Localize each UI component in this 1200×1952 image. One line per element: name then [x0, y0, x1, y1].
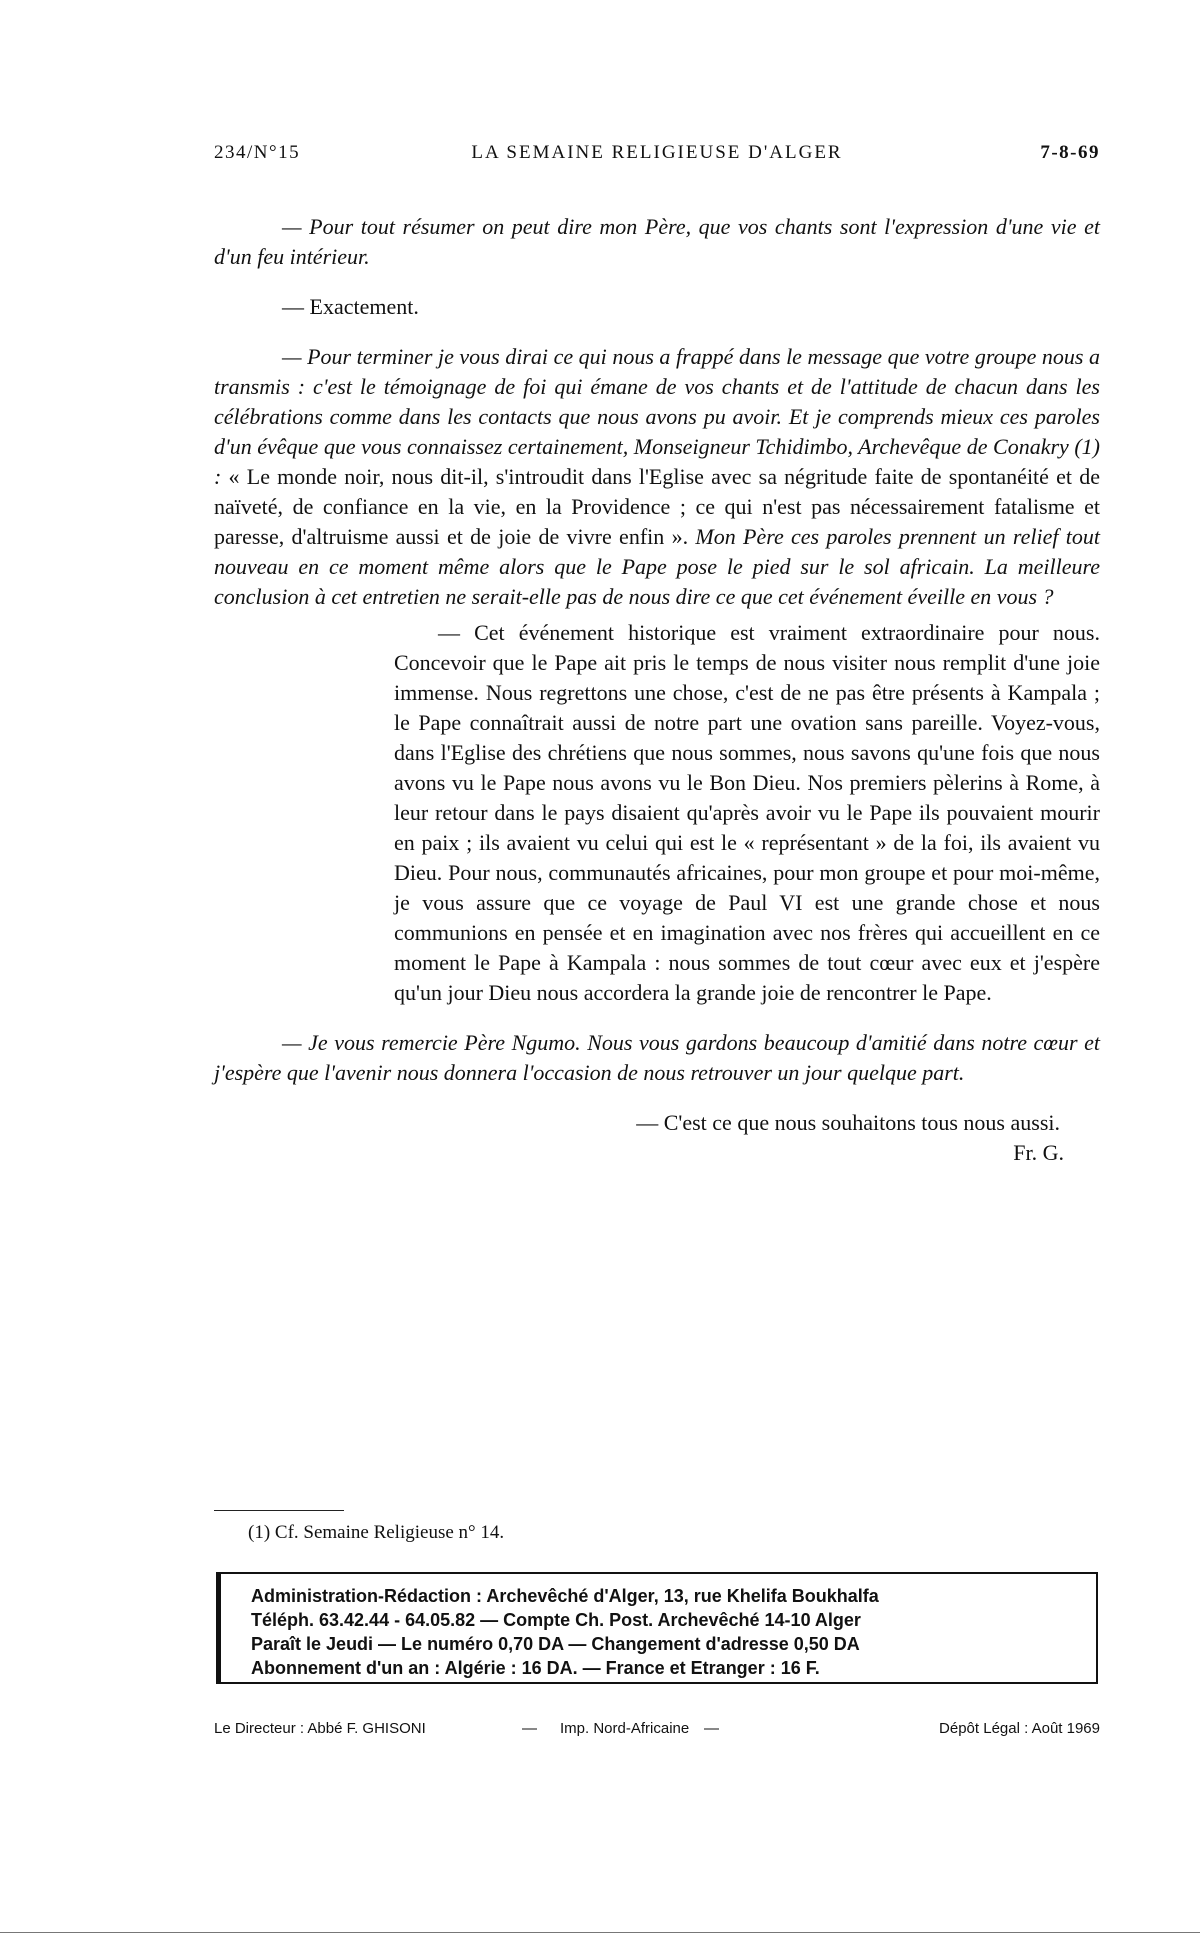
- footnote: (1) Cf. Semaine Religieuse n° 14.: [248, 1522, 505, 1543]
- answer-pope-visit: — Cet événement historique est vraiment extraordinaire pour nous. Concevoir que le Pape ait pris le temps de nous visiter nous remplit d'une joie immense. Nous regrettons une chose, c'est de ne pas être présents à Kampala ; le Pape connaîtrait aussi de notre part une ovation sans pareille. Voyez-vous, dans l'Eglise des chrétiens que nous sommes, nous savons qu'une fois que nous avons vu le Pape nous avons vu le Bon Dieu. Nos premiers pèlerins à Rome, à leur retour dans le pays disaient qu'après avoir vu le Pape ils pouvaient mourir en paix ; ils avaient vu celui qui est le « représentant » de la foi, ils avaient vu Dieu. Pour nous, communautés africaines, pour mon groupe et pour moi-même, je vous assure que ce voyage de Paul VI est une grande chose et nous communions en pensée et en imagination avec nos frères qui accueillent en ce moment le Pape à Kampala : nous sommes de tout cœur avec eux et j'espère qu'un jour Dieu nous accordera la grande joie de rencontrer le Pape.: [394, 620, 1100, 1005]
- separator-dash: —: [704, 1720, 719, 1737]
- article-body: [214, 212, 1100, 1168]
- issue-date: 7-8-69: [1040, 142, 1100, 163]
- separator-dash: —: [522, 1720, 537, 1737]
- closing-thanks: — Je vous remercie Père Ngumo. Nous vous gardons beaucoup d'amitié dans notre cœur et j'espère que l'avenir nous donnera l'occasion de nous retrouver un jour quelque part.: [214, 1030, 1100, 1085]
- colophon-director: Le Directeur : Abbé F. GHISONI: [214, 1720, 426, 1737]
- question-closing-intro: — Pour terminer je vous dirai ce qui nous a frappé dans le message que votre groupe nous a transmis : c'est le témoignage de foi qui émane de vos chants et de l'attitude de chacun dans les célébrations comme dans les contacts que nous avons pu avoir. Et je comprends mieux ces paroles d'un évêque que vous connaissez certainement, Monseigneur Tchidimbo, Archevêque de Conakry (1) :: [214, 344, 1100, 489]
- colophon: [214, 1720, 1100, 1742]
- admin-subscription: Abonnement d'un an : Algérie : 16 DA. — France et Etranger : 16 F.: [251, 1658, 820, 1678]
- question-closing: [214, 342, 1100, 612]
- page-number: 234/N°15: [214, 142, 301, 163]
- running-header: [214, 142, 1100, 170]
- admin-price: Paraît le Jeudi — Le numéro 0,70 DA — Changement d'adresse 0,50 DA: [251, 1634, 860, 1654]
- colophon-printer: Imp. Nord-Africaine: [560, 1720, 690, 1737]
- colophon-legal: Dépôt Légal : Août 1969: [939, 1720, 1100, 1737]
- page-bottom-edge: [0, 1932, 1200, 1933]
- administration-box: [216, 1572, 1098, 1684]
- answer-exactement: — Exactement.: [282, 294, 419, 319]
- bishop-quote: « Le monde noir, nous dit-il, s'introudit dans l'Eglise avec sa négritude faite de spontanéité et de naïveté, de confiance en la vie, en la Providence ; ce qui n'est pas nécessairement fatalisme et paresse, d'altruisme aussi et de joie de vivre enfin ».: [214, 464, 1101, 549]
- question-closing-end: Mon Père ces paroles prennent un relief tout nouveau en ce moment même alors que le Pape pose le pied sur le sol africain. La meilleure conclusion à cet entretien ne serait-elle pas de nous dire ce que cet événement éveille en vous ?: [214, 524, 1101, 609]
- signature: Fr. G.: [1013, 1140, 1064, 1165]
- admin-phone: Téléph. 63.42.44 - 64.05.82 — Compte Ch. Post. Archevêché 14-10 Alger: [251, 1610, 861, 1630]
- publication-title: LA SEMAINE RELIGIEUSE D'ALGER: [471, 142, 843, 163]
- question-summary: — Pour tout résumer on peut dire mon Père, que vos chants sont l'expression d'une vie et d'un feu intérieur.: [214, 214, 1100, 269]
- footnote-rule: [214, 1510, 344, 1511]
- admin-address: Administration-Rédaction : Archevêché d'Alger, 13, rue Khelifa Boukhalfa: [251, 1586, 879, 1606]
- closing-reply: — C'est ce que nous souhaitons tous nous aussi.: [636, 1110, 1060, 1135]
